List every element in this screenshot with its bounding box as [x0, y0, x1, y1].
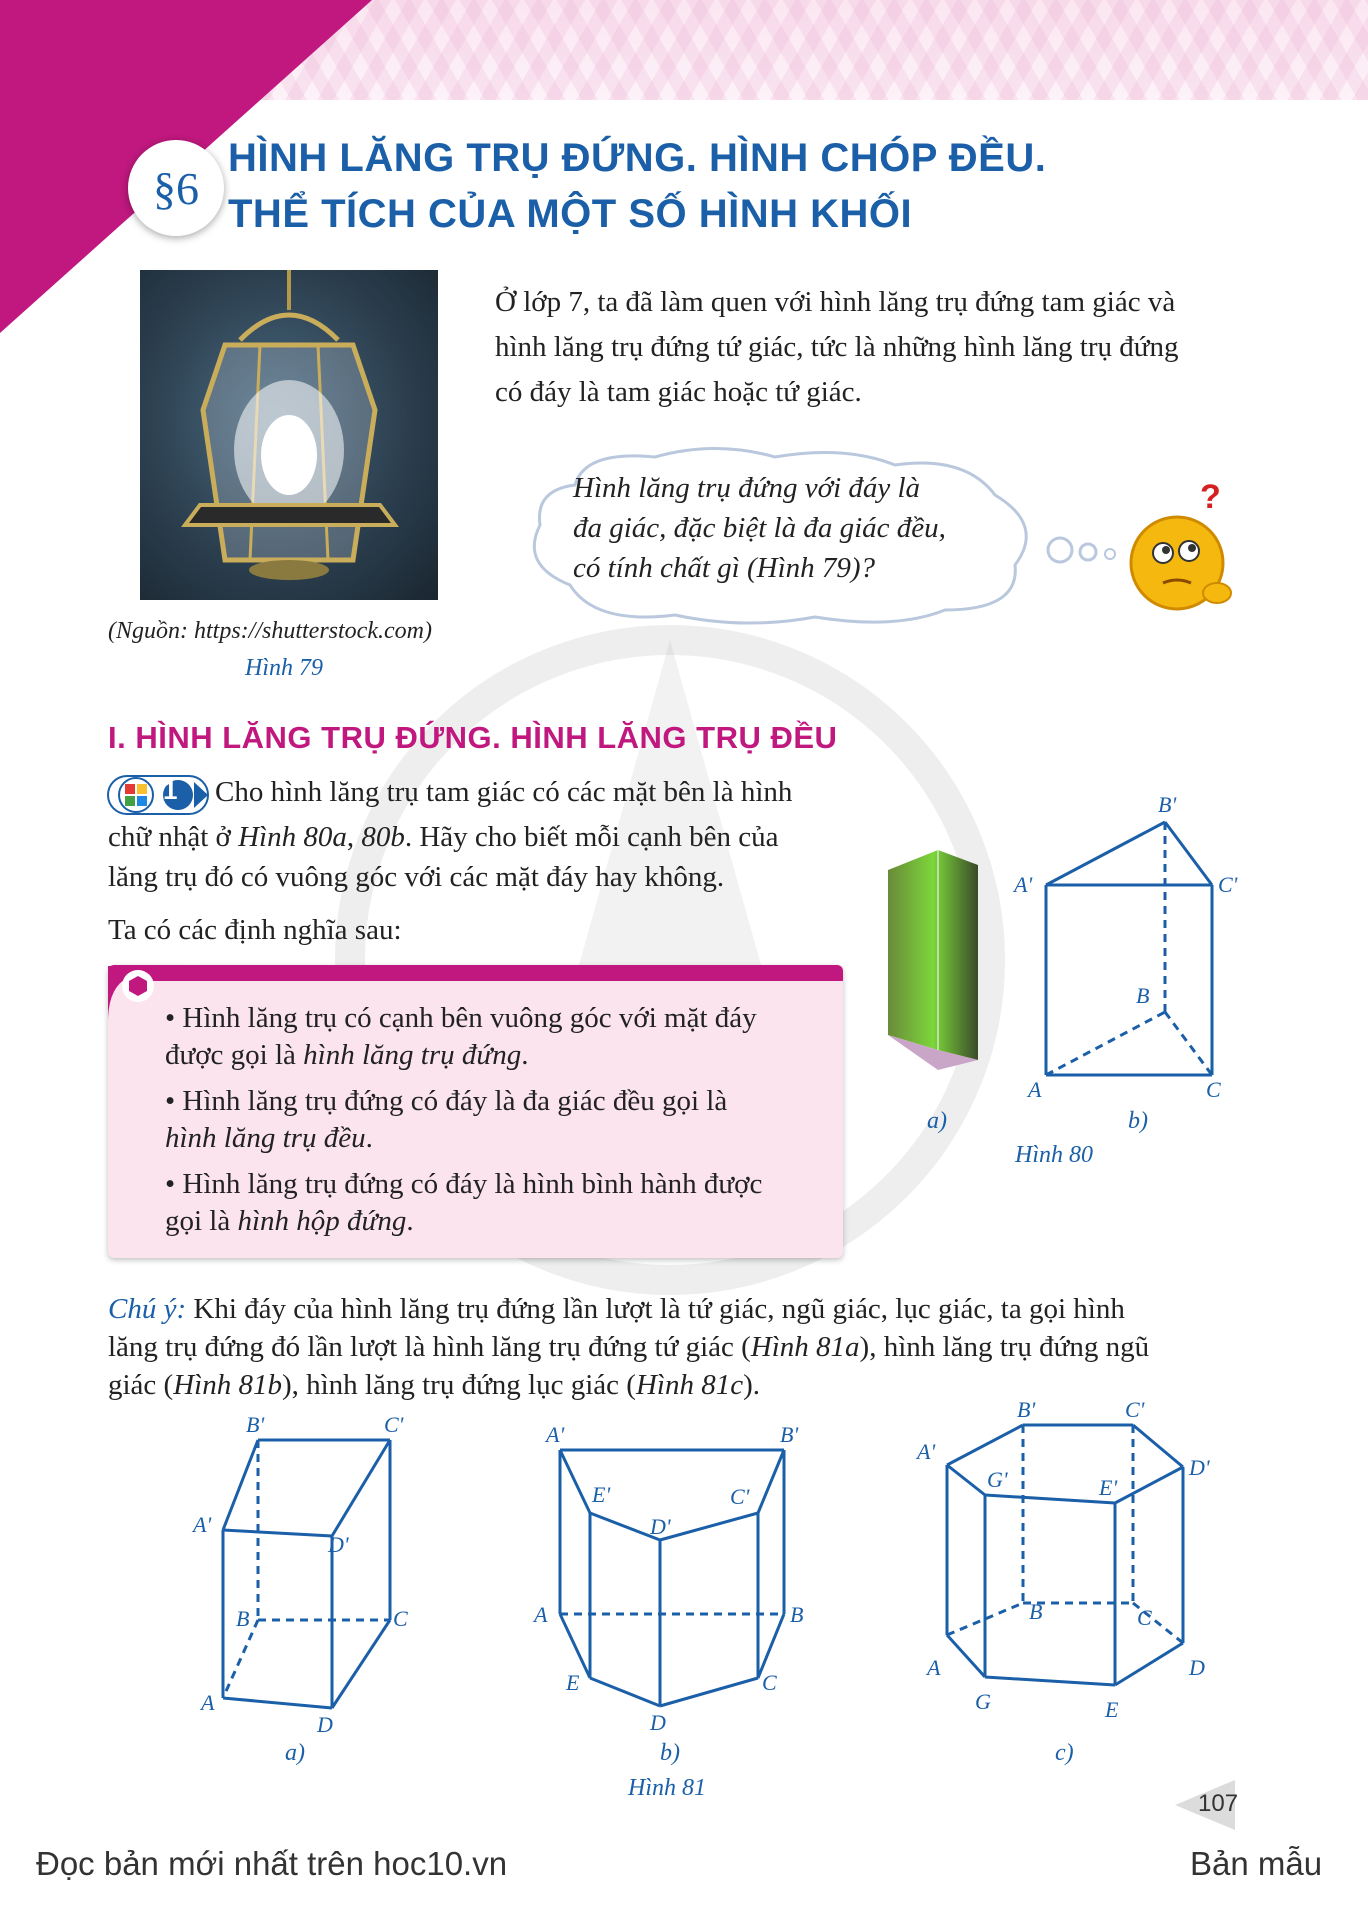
- vertex-label: E: [1105, 1697, 1119, 1722]
- section-number-badge: [128, 140, 224, 236]
- vertex-label: E': [1099, 1475, 1118, 1500]
- note-text: ), hình lăng trụ đứng lục giác (: [281, 1369, 636, 1401]
- vertex-label: C: [1206, 1077, 1221, 1102]
- figure81b-pentagonal-prism: [530, 1410, 830, 1740]
- note-figure-ref: Hình 81c: [635, 1369, 744, 1401]
- intro-line-1: Ở lớp 7, ta đã làm quen với hình lăng trụ đứng tam giác và: [495, 286, 1176, 318]
- figure80a-prism-photo: [878, 845, 998, 1075]
- note-text: Khi đáy của hình lăng trụ đứng lần lượt là tứ giác, ngũ giác, lục giác, ta gọi hình: [186, 1293, 1125, 1325]
- vertex-label: G: [975, 1689, 991, 1714]
- vertex-label: E': [592, 1482, 611, 1507]
- vertex-label: B: [236, 1606, 250, 1631]
- intro-paragraph: [495, 280, 1275, 415]
- figure79-source: (Nguồn: https://shutterstock.com): [108, 618, 432, 644]
- vertex-label: C': [1125, 1397, 1145, 1422]
- figure81-label-a: a): [285, 1740, 305, 1766]
- footer-link[interactable]: Đọc bản mới nhất trên hoc10.vn: [36, 1845, 508, 1882]
- vertex-label: B': [1158, 792, 1177, 817]
- definition-1-line-1: • Hình lăng trụ có cạnh bên vuông góc với mặt đáy: [165, 1002, 757, 1034]
- page-number: 107: [1198, 1790, 1239, 1817]
- thought-text: [573, 468, 946, 588]
- vertex-label: B: [1136, 983, 1150, 1008]
- definition-3-line-1: • Hình lăng trụ đứng có đáy là hình bình hành được: [165, 1168, 763, 1200]
- vertex-label: C': [384, 1412, 404, 1437]
- vertex-label: B': [780, 1422, 799, 1447]
- activity-figure-ref: 80b: [361, 821, 405, 853]
- vertex-label: D: [317, 1712, 333, 1737]
- vertex-label: C: [393, 1606, 408, 1631]
- vertex-label: A': [1014, 872, 1033, 897]
- title-line-1: HÌNH LĂNG TRỤ ĐỨNG. HÌNH CHÓP ĐỀU.: [228, 136, 1047, 180]
- thinking-emoji-icon: [1125, 505, 1245, 615]
- definition-box-top-bar: [108, 965, 843, 981]
- definition-term: hình lăng trụ đều: [165, 1122, 366, 1154]
- definitions-intro: Ta có các định nghĩa sau:: [108, 914, 402, 946]
- vertex-label: C: [1137, 1605, 1152, 1630]
- vertex-label: A': [546, 1422, 565, 1447]
- thought-line-3: có tính chất gì (Hình 79)?: [573, 552, 876, 584]
- intro-line-3: có đáy là tam giác hoặc tứ giác.: [495, 376, 862, 408]
- vertex-label: A: [201, 1690, 215, 1715]
- vertex-label: A': [917, 1439, 936, 1464]
- note-label: Chú ý:: [108, 1293, 187, 1325]
- lantern-photo: [140, 270, 438, 600]
- figure79-caption: Hình 79: [245, 655, 323, 681]
- note-figure-ref: Hình 81b: [173, 1369, 282, 1401]
- vertex-label: D': [328, 1532, 349, 1557]
- figure80b-triangular-prism: [1000, 790, 1270, 1110]
- activity-number: 1: [163, 775, 178, 805]
- definition-term: hình hộp đứng: [237, 1205, 407, 1237]
- definition-text: .: [365, 1122, 373, 1154]
- activity-badge-icon: [106, 772, 212, 818]
- definition-2-line-1: • Hình lăng trụ đứng có đáy là đa giác đều gọi là: [165, 1085, 728, 1117]
- activity-line-2: [108, 815, 779, 860]
- section-number: §6: [153, 162, 199, 214]
- vertex-label: C: [762, 1670, 777, 1695]
- definition-text: .: [406, 1205, 414, 1237]
- definition-3-line-2: [165, 1203, 825, 1240]
- note-text: giác (: [108, 1369, 174, 1401]
- note-line-1: [108, 1290, 1278, 1328]
- vertex-label: E: [566, 1670, 580, 1695]
- vertex-label: G': [987, 1467, 1008, 1492]
- definition-list: [165, 1000, 825, 1240]
- vertex-label: D: [1189, 1655, 1205, 1680]
- vertex-label: A: [1028, 1077, 1042, 1102]
- activity-figure-ref: Hình 80a: [238, 821, 347, 853]
- definition-1-line-2: [165, 1037, 825, 1074]
- activity-line-3: lăng trụ đó có vuông góc với các mặt đáy hay không.: [108, 861, 725, 893]
- thought-line-1: Hình lăng trụ đứng với đáy là: [573, 472, 921, 504]
- activity-line-1: Cho hình lăng trụ tam giác có các mặt bên là hình: [215, 776, 793, 808]
- figure81-label-b: b): [660, 1740, 680, 1766]
- activity-line-2-part: . Hãy cho biết mỗi cạnh bên của: [404, 821, 779, 853]
- figure80-label-b: b): [1128, 1108, 1148, 1134]
- figure80-caption: Hình 80: [1015, 1142, 1093, 1168]
- figure81a-quadrilateral-prism: [180, 1410, 440, 1740]
- activity-line-2-part: chữ nhật ở: [108, 821, 239, 853]
- vertex-label: B: [1029, 1599, 1043, 1624]
- note-text: ).: [743, 1369, 760, 1401]
- note-figure-ref: Hình 81a: [750, 1331, 860, 1363]
- vertex-label: C': [730, 1484, 750, 1509]
- thought-dots: [1045, 535, 1125, 565]
- figure81-label-c: c): [1055, 1740, 1074, 1766]
- vertex-label: A: [534, 1602, 548, 1627]
- activity-line-2-part: ,: [346, 821, 362, 853]
- intro-line-2: hình lăng trụ đứng tứ giác, tức là những hình lăng trụ đứng: [495, 331, 1179, 363]
- note-line-2: [108, 1328, 1278, 1366]
- definition-text: được gọi là: [165, 1039, 304, 1071]
- note-text: ), hình lăng trụ đứng ngũ: [859, 1331, 1150, 1363]
- definition-term: hình lăng trụ đứng: [303, 1039, 522, 1071]
- note-paragraph: [108, 1290, 1278, 1404]
- definition-text: gọi là: [165, 1205, 238, 1237]
- figure80-label-a: a): [927, 1108, 947, 1134]
- vertex-label: A: [927, 1655, 941, 1680]
- vertex-label: D': [1189, 1455, 1210, 1480]
- footer-sample-label: Bản mẫu: [1190, 1845, 1323, 1882]
- vertex-label: D': [650, 1514, 671, 1539]
- vertex-label: A': [193, 1512, 212, 1537]
- vertex-label: B': [1017, 1397, 1036, 1422]
- vertex-label: B': [246, 1412, 265, 1437]
- vertex-label: C': [1218, 872, 1238, 897]
- figure81-caption: Hình 81: [628, 1775, 706, 1801]
- figure81c-hexagonal-prism: [905, 1395, 1235, 1745]
- page-title: [228, 130, 1046, 242]
- definition-text: .: [521, 1039, 529, 1071]
- title-line-2: THỂ TÍCH CỦA MỘT SỐ HÌNH KHỐI: [228, 192, 913, 236]
- section-heading: I. HÌNH LĂNG TRỤ ĐỨNG. HÌNH LĂNG TRỤ ĐỀU: [108, 720, 838, 755]
- definition-2-line-2: [165, 1120, 825, 1157]
- thought-line-2: đa giác, đặc biệt là đa giác đều,: [573, 512, 946, 544]
- note-text: lăng trụ đứng đó lần lượt là hình lăng trụ đứng tứ giác (: [108, 1331, 751, 1363]
- vertex-label: B: [790, 1602, 804, 1627]
- vertex-label: D: [650, 1710, 666, 1735]
- question-mark: ?: [1200, 478, 1221, 516]
